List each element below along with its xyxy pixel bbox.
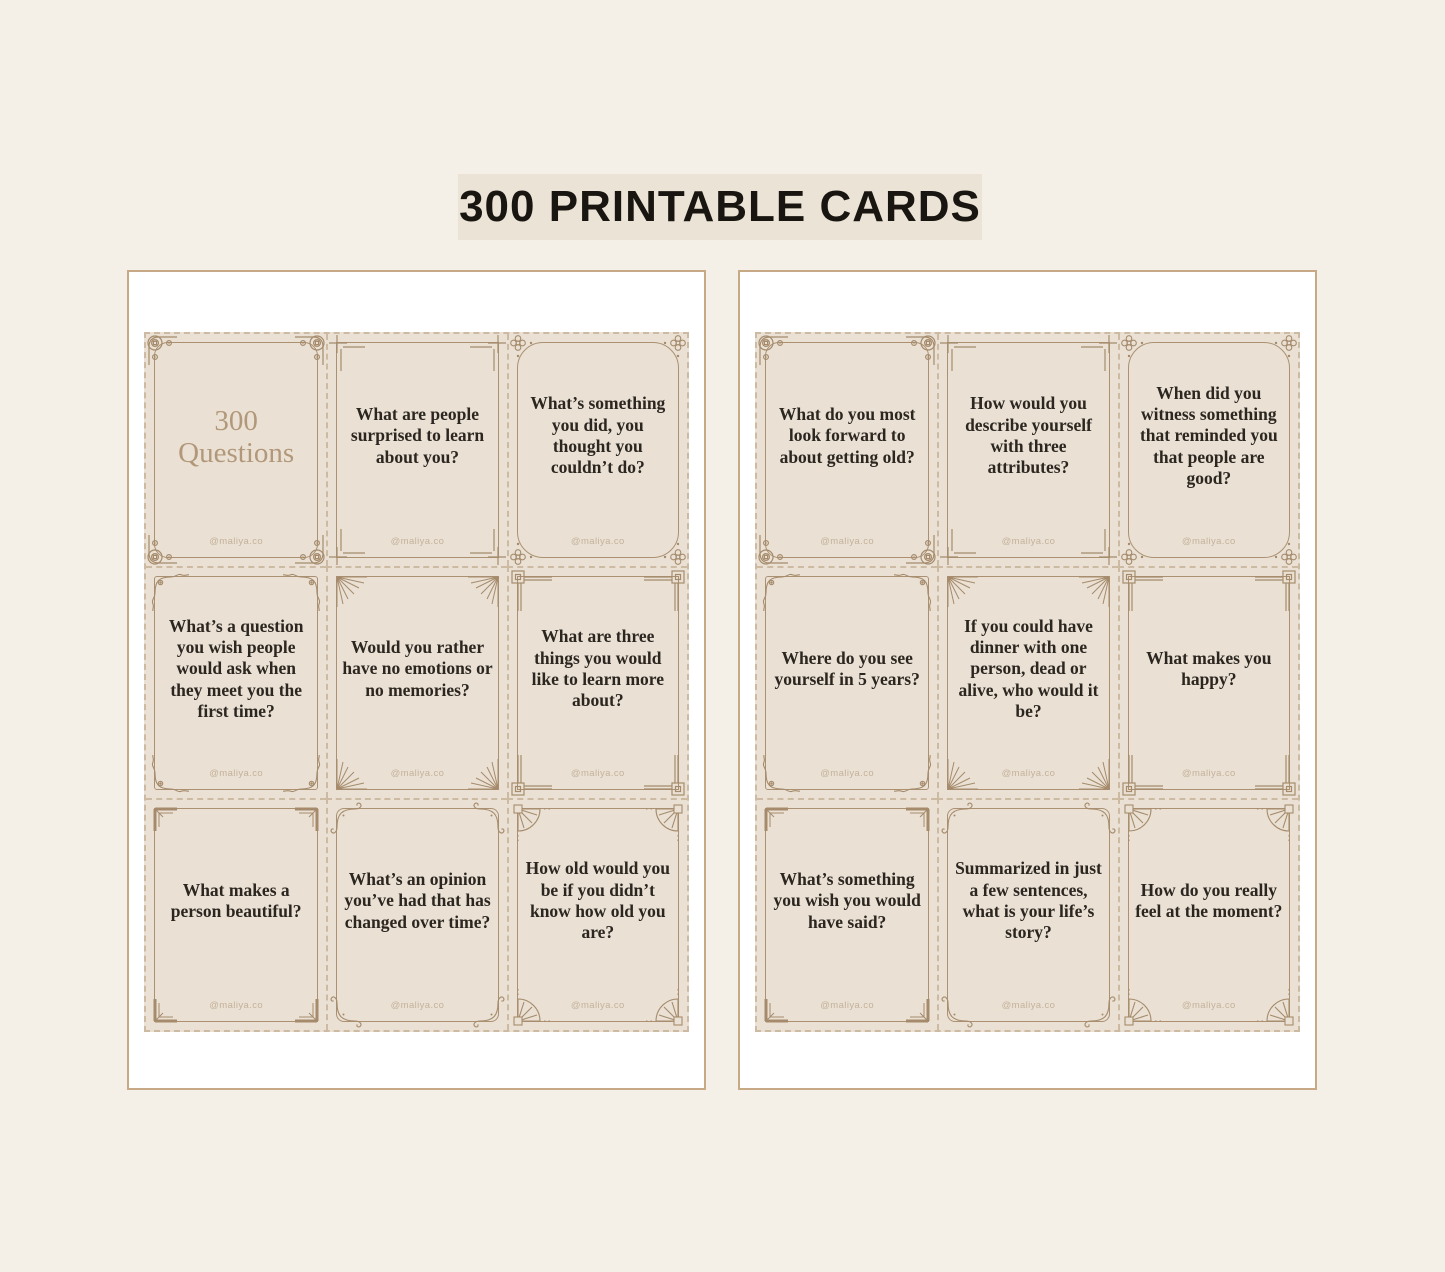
handle-text: @maliya.co xyxy=(390,536,445,547)
question-card xyxy=(146,798,326,1030)
card-grid-2 xyxy=(755,332,1300,1032)
question-card xyxy=(1118,798,1298,1030)
handle-text: @maliya.co xyxy=(209,768,264,779)
question-card xyxy=(326,798,506,1030)
question-card xyxy=(326,334,506,566)
question-text: If you could have dinner with one person, dead or alive, who would it be? xyxy=(958,615,1099,722)
handle-text: @maliya.co xyxy=(1181,1000,1236,1011)
question-card xyxy=(146,566,326,798)
handle-text: @maliya.co xyxy=(1001,536,1056,547)
question-text: How do you really feel at the moment? xyxy=(1135,879,1283,921)
question-text: What do you most look forward to about getting old? xyxy=(778,403,916,467)
question-text: Would you rather have no emotions or no memories? xyxy=(342,636,493,700)
question-card xyxy=(1118,566,1298,798)
question-text: What makes a person beautiful? xyxy=(170,879,302,921)
deck-title xyxy=(146,334,326,566)
printable-sheet-1 xyxy=(127,270,706,1090)
question-card xyxy=(507,334,687,566)
question-card xyxy=(1118,334,1298,566)
handle-text: @maliya.co xyxy=(820,1000,875,1011)
question-text: What are people surprised to learn about you? xyxy=(350,403,485,467)
deck-title-card xyxy=(146,334,326,566)
handle-text: @maliya.co xyxy=(1181,768,1236,779)
question-text: How would you describe yourself with three attributes? xyxy=(965,393,1092,478)
question-text: What’s a question you wish people would ask when they meet you the first time? xyxy=(168,615,304,722)
deck-title-line1: 300 xyxy=(214,404,258,437)
question-text: Where do you see yourself in 5 years? xyxy=(774,647,920,689)
question-text: How old would you be if you didn’t know how old you are? xyxy=(525,858,671,943)
question-text: What’s an opinion you’ve had that has changed over time? xyxy=(344,868,491,932)
handle-text: @maliya.co xyxy=(209,536,264,547)
question-card xyxy=(507,798,687,1030)
handle-text: @maliya.co xyxy=(1181,536,1236,547)
question-card xyxy=(757,798,937,1030)
handle-text: @maliya.co xyxy=(820,768,875,779)
handle-text: @maliya.co xyxy=(390,768,445,779)
page-title-text: 300 PRINTABLE CARDS xyxy=(459,182,981,231)
question-text: What’s something you did, you thought you couldn’t do? xyxy=(530,393,666,478)
handle-text: @maliya.co xyxy=(570,536,625,547)
question-card xyxy=(937,334,1117,566)
question-card xyxy=(937,798,1117,1030)
handle-text: @maliya.co xyxy=(820,536,875,547)
handle-text: @maliya.co xyxy=(1001,768,1056,779)
page-title xyxy=(458,174,982,240)
question-card xyxy=(757,334,937,566)
question-text: What’s something you wish you would have said? xyxy=(773,868,921,932)
handle-text: @maliya.co xyxy=(570,768,625,779)
question-text: What are three things you would like to learn more about? xyxy=(531,626,664,711)
question-card xyxy=(507,566,687,798)
card-grid-1 xyxy=(144,332,689,1032)
question-card xyxy=(326,566,506,798)
question-text: Summarized in just a few sentences, what is your life’s story? xyxy=(955,858,1102,943)
printable-sheet-2 xyxy=(738,270,1317,1090)
handle-text: @maliya.co xyxy=(1001,1000,1056,1011)
question-card xyxy=(937,566,1117,798)
handle-text: @maliya.co xyxy=(570,1000,625,1011)
handle-text: @maliya.co xyxy=(209,1000,264,1011)
deck-title-line2: Questions xyxy=(178,437,295,469)
question-card xyxy=(757,566,937,798)
question-text: When did you witness something that reminded you that people are good? xyxy=(1139,382,1278,489)
handle-text: @maliya.co xyxy=(390,1000,445,1011)
question-text: What makes you happy? xyxy=(1146,647,1272,689)
